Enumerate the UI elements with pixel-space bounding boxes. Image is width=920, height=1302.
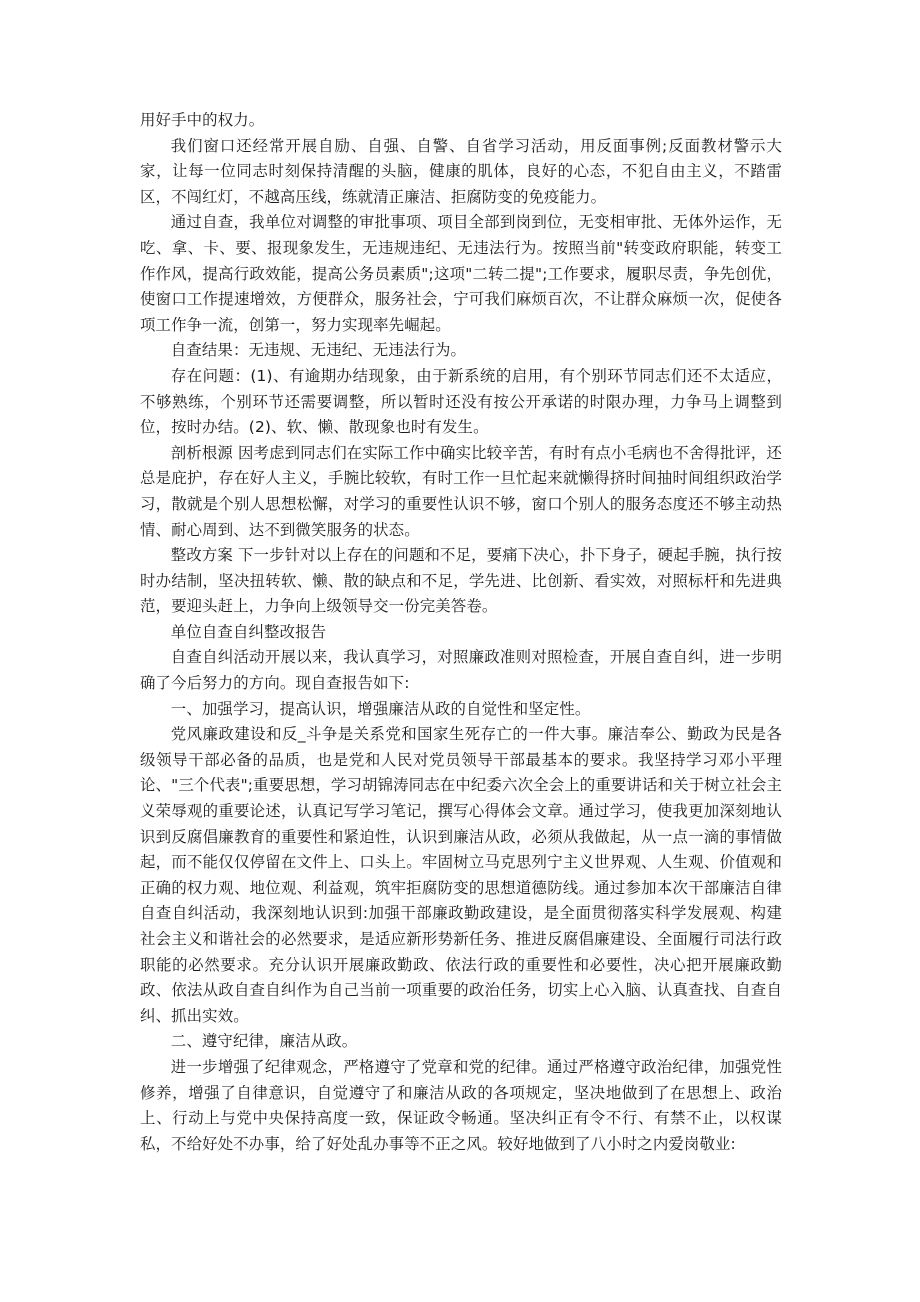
paragraph-discipline: 进一步增强了纪律观念，严格遵守了党章和党的纪律。通过严格遵守政治纪律，加强党性修养，增强了自律意识，自觉遵守了和廉洁从政的各项规定，坚决地做到了在思想上、政治上、行动上与党中央保持高度一致，保证政令畅通。坚决纠正有令不行、有禁不止，以权谋私，不给好处不办事，给了好处乱办事等不正之风。较好地做到了八小时之内爱岗敬业:	[140, 1057, 782, 1153]
paragraph-study: 党风廉政建设和反_斗争是关系党和国家生死存亡的一件大事。廉洁奉公、勤政为民是各级领导干部必备的品质，也是党和人民对党员领导干部最基本的要求。我坚持学习邓小平理论、"三个代表";重要思想，学习胡锦涛同志在中纪委六次全会上的重要讲话和关于树立社会主义荣辱观的重要论述，认真记写学习笔记，撰写心得体会文章。通过学习，使我更加深刻地认识到反腐倡廉教育的重要性和紧迫性，认识到廉洁从政，必须从我做起，从一点一滴的事情做起，而不能仅仅停留在文件上、口头上。牢固树立马克思列宁主义世界观、人生观、价值观和正确的权力观、地位观、利益观，筑牢拒腐防变的思想道德防线。通过参加本次干部廉洁自律自查自纠活动，我深刻地认识到:加强干部廉政勤政建设，是全面贯彻落实科学发展观、构建社会主义和谐社会的必然要求，是适应新形势新任务、推进反腐倡廉建设、全面履行司法行政职能的必然要求。充分认识开展廉政勤政、依法行政的重要性和必要性，决心把开展廉政勤政、依法从政自查自纠作为自己当前一项重要的政治任务，切实上心入脑、认真查找、自查自纠、抓出实效。	[140, 725, 782, 1025]
paragraph-self-study: 我们窗口还经常开展自励、自强、自警、自省学习活动，用反面事例;反面教材警示大家，让每一位同志时刻保持清醒的头脑，健康的肌体，良好的心态，不犯自由主义，不踏雷区，不闯红灯，不越高压线，练就清正廉洁、拒腐防变的免疫能力。	[140, 136, 782, 206]
document-body	[140, 108, 782, 1157]
paragraph-root-cause: 剖析根源 因考虑到同志们在实际工作中确实比较辛苦，有时有点小毛病也不舍得批评，还总是庇护，存在好人主义，手腕比较软，有时工作一旦忙起来就懒得挤时间抽时间组织政治学习，散就是个别人思想松懈，对学习的重要性认识不够，窗口个别人的服务态度还不够主动热情、耐心周到、达不到微笑服务的状态。	[140, 443, 782, 539]
paragraph-intro: 自查自纠活动开展以来，我认真学习，对照廉政准则对照检查，开展自查自纠，进一步明确了今后努力的方向。现自查报告如下:	[140, 648, 782, 693]
section-title: 单位自查自纠整改报告	[170, 622, 327, 641]
paragraph-continuation: 用好手中的权力。	[140, 111, 265, 129]
paragraph-check-result: 自查结果：无违规、无违纪、无违法行为。	[170, 341, 467, 360]
paragraph-self-check: 通过自查，我单位对调整的审批事项、项目全部到岗到位，无变相审批、无体外运作，无吃、拿、卡、要、报现象发生，无违规违纪、无违法行为。按照当前"转变政府职能，转变工作作风，提高行政效能，提高公务员素质";这项"二转二提";工作要求，履职尽责，争先创优，使窗口工作提速增效，方便群众，服务社会，宁可我们麻烦百次，不让群众麻烦一次，促使各项工作争一流，创第一，努力实现率先崛起。	[140, 213, 782, 334]
heading-two: 二、遵守纪律，廉洁从政。	[170, 1032, 358, 1051]
paragraph-rectification-plan: 整改方案 下一步针对以上存在的问题和不足，要痛下决心，扑下身子，硬起手腕，执行按时办结制，坚决扭转软、懒、散的缺点和不足，学先进、比创新、看实效，对照标杆和先进典范，要迎头赶上，力争向上级领导交一份完美答卷。	[140, 546, 782, 616]
paragraph-problems: 存在问题：(1)、有逾期办结现象，由于新系统的启用，有个别环节同志们还不太适应，不够熟练，个别环节还需要调整，所以暂时还没有按公开承诺的时限办理，力争马上调整到位，按时办结。(2)、软、懒、散现象也时有发生。	[140, 366, 782, 437]
heading-one: 一、加强学习，提高认识，增强廉洁从政的自觉性和坚定性。	[170, 699, 591, 718]
